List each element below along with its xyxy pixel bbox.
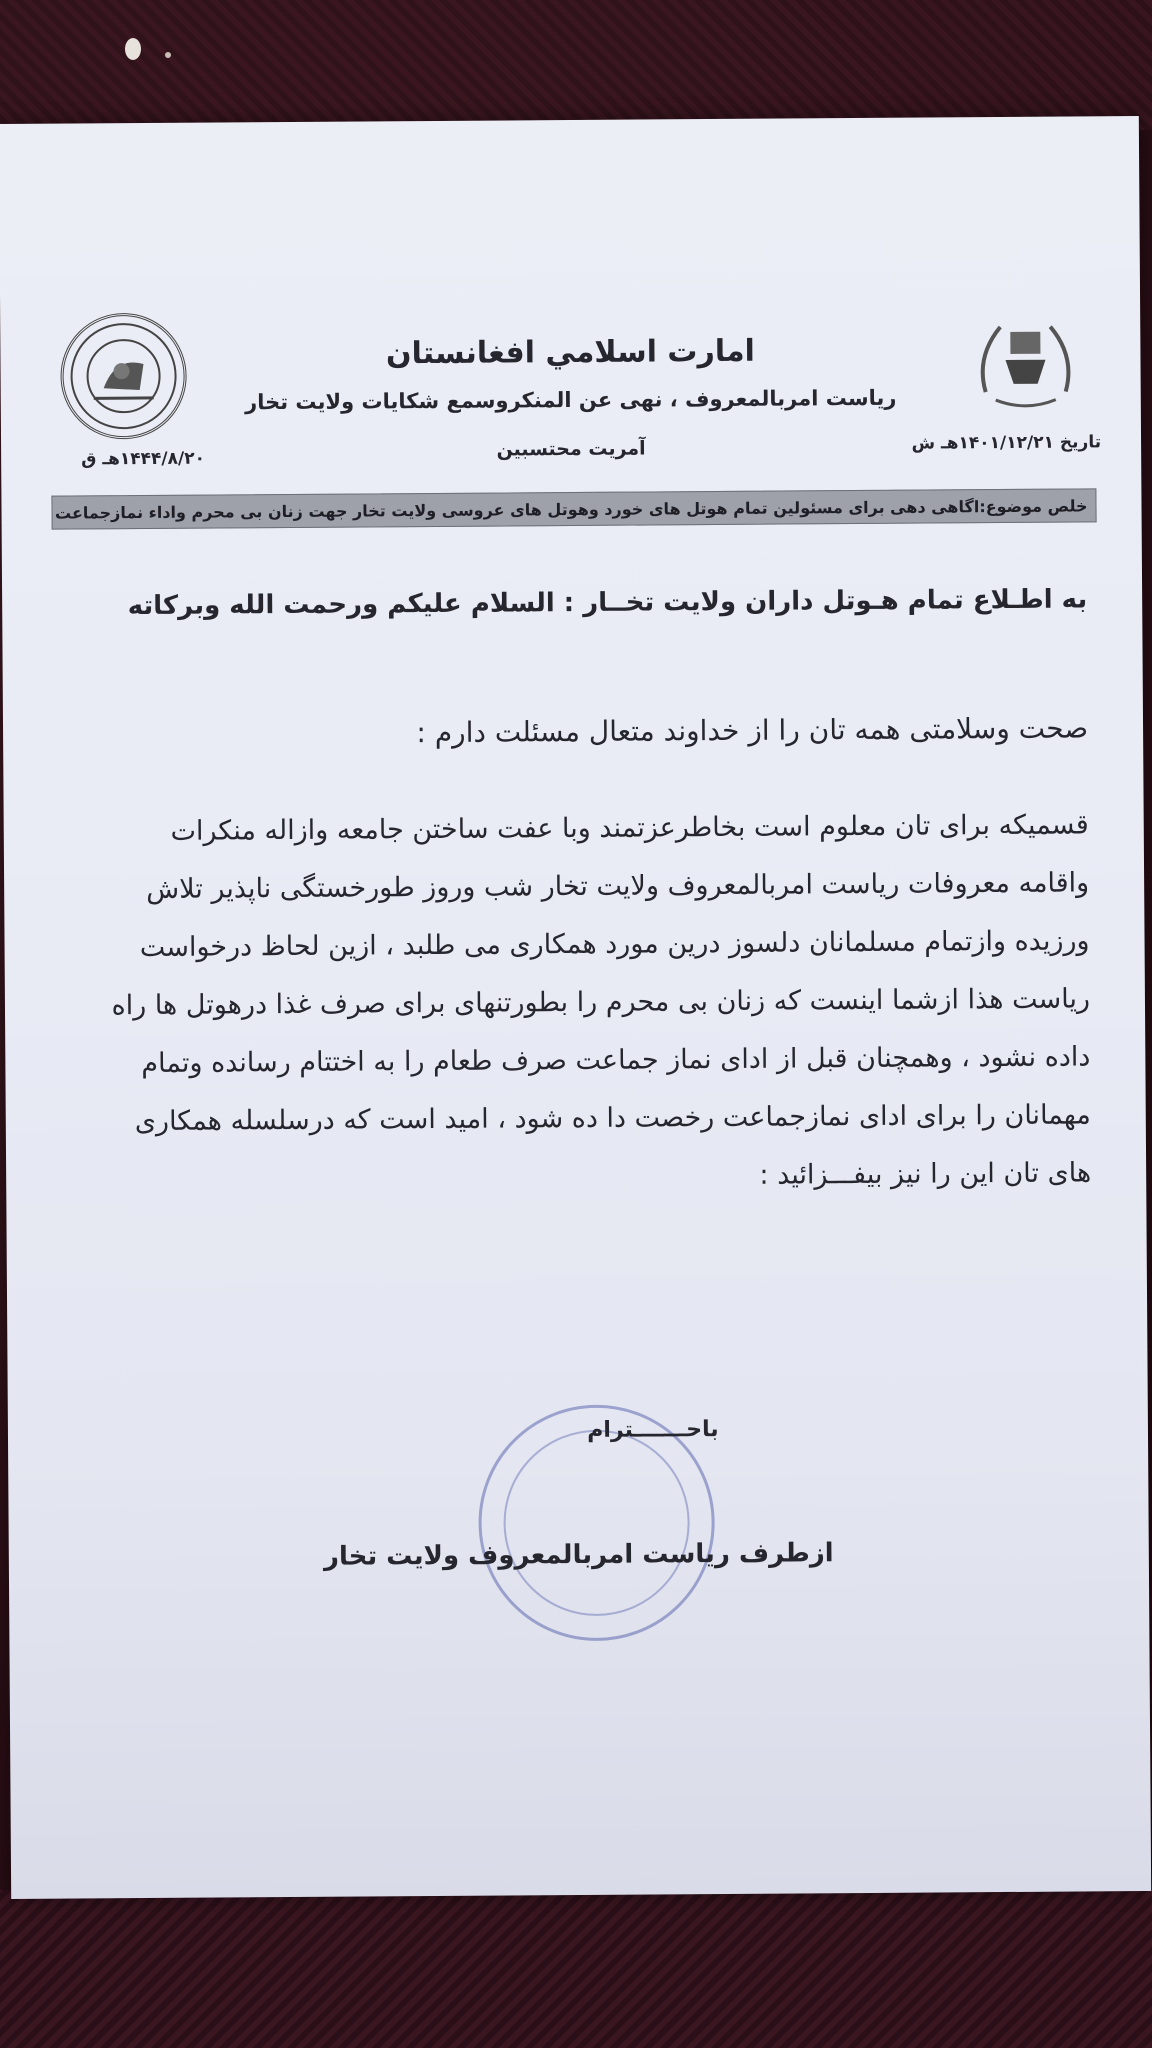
letter-body <box>59 796 1092 1209</box>
intro-line: صحت وسلامتی همه تان را از خداوند متعال مسئلت دارم : <box>416 711 1089 750</box>
signature-line: ازطرف ریاست امربالمعروف ولایت تخار <box>323 1538 834 1572</box>
body-line: واقامه معروفات ریاست امربالمعروف ولایت تخار شب وروز طورخستگی ناپذیر تلاش <box>146 867 1090 905</box>
background-fabric-top <box>0 0 1152 130</box>
body-line: ریاست هذا ازشما اینست که زنان بی محرم را بطورتنهای برای صرف غذا درهوتل ها راه <box>111 983 1091 1022</box>
addressee-line: به اطـلاع تمام هـوتل داران ولایت تخــار : السلام علیکم ورحمت الله وبرکاته <box>127 584 1088 622</box>
body-line: مهمانان را برای ادای نمازجماعت رخصت دا ده شود ، امید است که درسلسله همکاری <box>134 1099 1091 1138</box>
department-name: آمریت محتسبین <box>496 437 646 461</box>
body-line: های تان این را نیز بیفـــزائید : <box>759 1157 1092 1191</box>
lint-speck <box>125 38 141 60</box>
date-shamsi: تاریخ ۱۴۰۱/۱۲/۲۱هـ ش <box>911 432 1102 454</box>
body-line: ورزیده وازتمام مسلمانان دلسوز درین مورد همکاری می طلبد ، ازین لحاظ درخواست <box>139 925 1090 964</box>
directorate-seal-icon <box>60 313 187 440</box>
letter-paper <box>0 116 1151 1899</box>
date-qamari: ۱۴۴۴/۸/۲۰هـ ق <box>81 448 206 470</box>
body-line: داده نشود ، وهمچنان قبل از ادای نماز جماعت صرف طعام را به اختتام رسانده وتمام <box>141 1041 1091 1080</box>
body-line: قسمیکه برای تان معلوم است بخاطرعزتمند وبا عفت ساختن جامعه وازاله منکرات <box>170 809 1089 847</box>
closing-salutation: باحـــــــترام <box>587 1417 719 1443</box>
background-fabric-bottom <box>0 1890 1152 2048</box>
emirate-title: امارت اسلامي افغانستان <box>385 333 756 372</box>
subject-bar <box>51 488 1096 529</box>
lint-speck-small <box>165 52 171 58</box>
directorate-line: ریاست امربالمعروف ، نهی عن المنکروسمع شکایات ولایت تخار <box>244 385 897 415</box>
subject-text: خلص موضوع:اگاهی دهی برای مسئولین تمام هوتل های خورد وهوتل های عروسی ولایت تخار جهت زنان بی محرم واداء نمازجماعت <box>54 495 1088 523</box>
